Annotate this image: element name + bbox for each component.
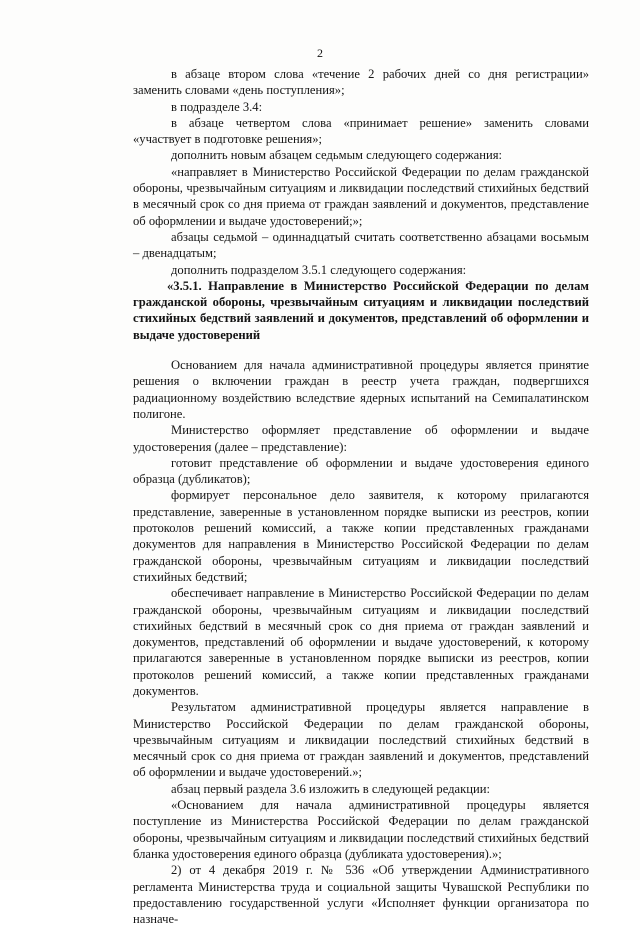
paragraph-2: в подразделе 3.4: [171, 99, 263, 114]
page-number: 2 [317, 46, 323, 60]
paragraph-16: «Основанием для начала административной процедуры является поступление из Министерства Российской Федерации по делам гражданской обороны, чрезвычайным ситуациям и ликвидации последствий стихийных бедствий бланка удостоверения единого образца (дубликата удостоверения).»; [133, 798, 589, 861]
paragraph-9: Основанием для начала административной процедуры является принятие решения о включении граждан в реестр учета граждан, подвергшихся радиационному воздействию вследствие ядерных испытаний на Семипалатинском полигоне. [133, 358, 589, 421]
paragraph-4: дополнить новым абзацем седьмым следующего содержания: [171, 148, 503, 163]
document-body [133, 66, 589, 927]
blank-line [133, 343, 589, 357]
paragraph-12: формирует персональное дело заявителя, к которому прилагаются представление, заверенные в установленном порядке выписки из реестров, копии протоколов решений комиссий, а также копии представленных гражданами документов для направления в Министерство Российской Федерации по делам гражданской обороны, чрезвычайным ситуациям и ликвидации последствий стихийных бедствий; [133, 488, 589, 584]
paragraph-11: готовит представление об оформлении и выдаче удостоверения единого образца (дубликатов); [133, 455, 589, 487]
paragraph-1: в абзаце втором слова «течение 2 рабочих дней со дня регистрации» заменить словами «день поступления»; [133, 67, 589, 98]
paragraph-5: «направляет в Министерство Российской Федерации по делам гражданской обороны, чрезвычайным ситуациям и ликвидации последствий стихийных бедствий в месячный срок со дня приема от граждан заявлений и документов, представление об оформлении и выдаче удостоверений;»; [133, 164, 589, 228]
paragraph-6: абзацы седьмой – одиннадцатый считать соответственно абзацами восьмым – двенадцатым; [133, 229, 589, 261]
paragraph-3: в абзаце четвертом слова «принимает решение» заменить словами «участвует в подготовке решения»; [133, 115, 589, 147]
paragraph-7: дополнить подразделом 3.5.1 следующего содержания: [171, 262, 467, 277]
paragraph-13: обеспечивает направление в Министерство Российской Федерации по делам гражданской обороны, чрезвычайным ситуациям и ликвидации последствий стихийных бедствий в месячный срок со дня приема от граждан заявлений и документов, представлений об оформлении и выдаче удостоверений, к которому прилагаются заверенные в установленном порядке выписки из реестров, копии протоколов решений комиссий, а также копии представленных гражданами документов. [133, 586, 589, 698]
paragraph-14: Результатом административной процедуры является направление в Министерство Российской Федерации по делам гражданской обороны, чрезвычайным ситуациям и ликвидации последствий стихийных бедствий в месячный срок со дня приема от граждан заявлений и документов, представлений об оформлении и выдаче удостоверений.»; [133, 700, 589, 780]
paragraph-15: абзац первый раздела 3.6 изложить в следующей редакции: [171, 781, 490, 796]
section-heading-3-5-1: «3.5.1. Направление в Министерство Российской Федерации по делам гражданской обороны, чрезвычайным ситуациям и ликвидации последствий стихийных бедствий заявлений и документов, представлений об оформлении и выдаче удостоверений [133, 278, 589, 342]
paragraph-10: Министерство оформляет представление об оформлении и выдаче удостоверения (далее – представление): [133, 423, 589, 454]
paragraph-17: 2) от 4 декабря 2019 г. № 536 «Об утверждении Административного регламента Министерства труда и социальной защиты Чувашской Республики по предоставлению государственной услуги «Исполняет функции организатора по назначе- [133, 863, 589, 927]
